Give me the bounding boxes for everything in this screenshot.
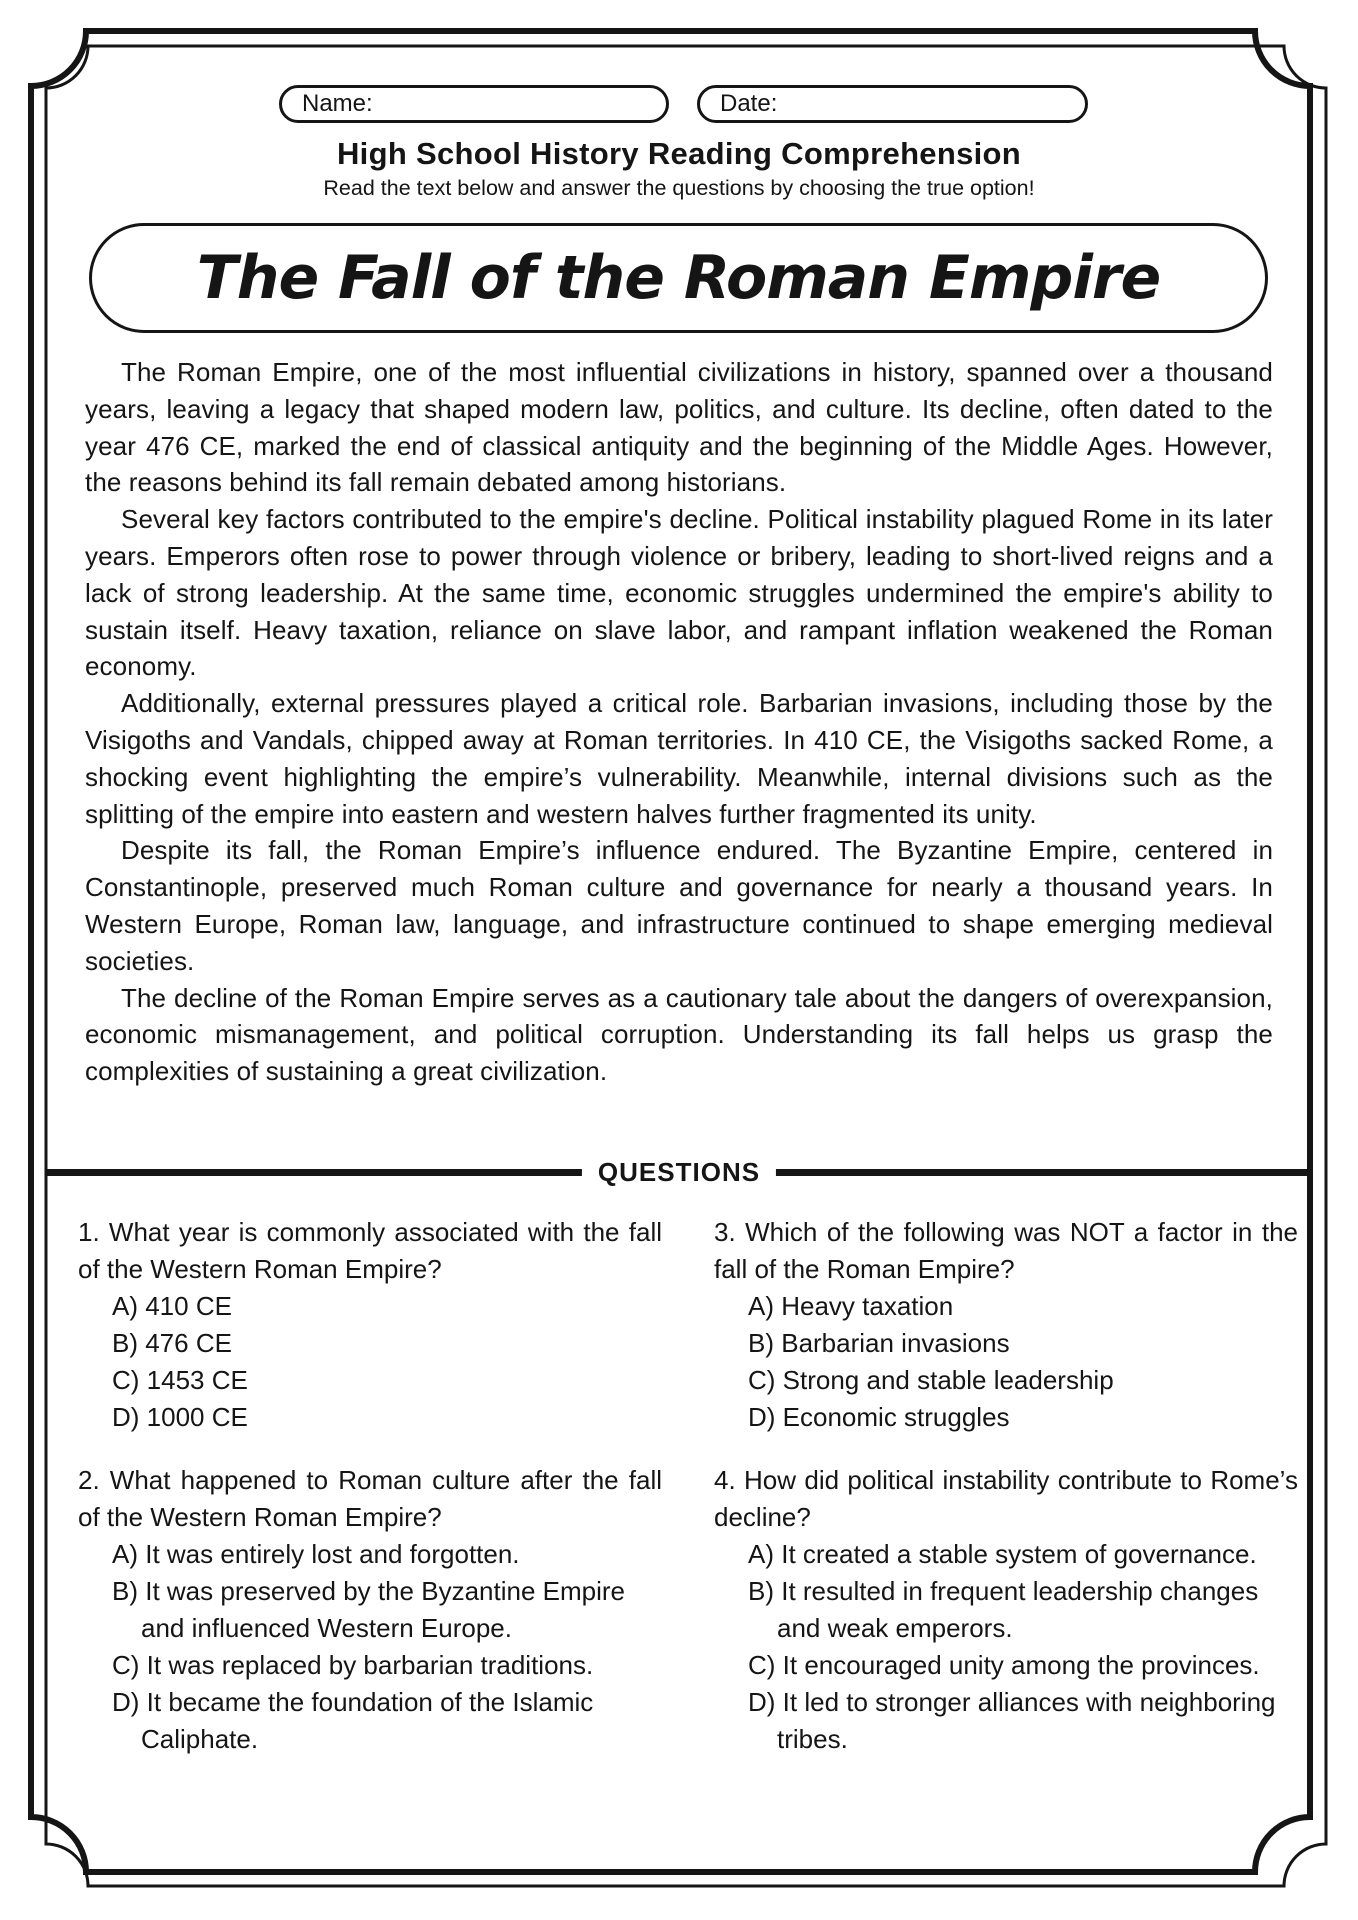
question-option[interactable]: A) Heavy taxation [748,1291,954,1321]
question-block [714,1214,1298,1436]
question-block [78,1214,662,1436]
question-option[interactable]: B) Barbarian invasions [748,1328,1010,1358]
question-option[interactable]: B) 476 CE [112,1328,232,1358]
passage-paragraph: The decline of the Roman Empire serves as a cautionary tale about the dangers of overexpansion, economic mismanagement, and political corruption. Understanding its fall helps us grasp the complexities of sustaining a great civilization. [85,982,1273,1087]
question-text: 4. How did political instability contribute to Rome’s decline? [714,1465,1298,1532]
worksheet-instructions: Read the text below and answer the questions by choosing the true option! [323,176,1035,200]
question-option[interactable]: A) It was entirely lost and forgotten. [112,1539,520,1569]
question-option[interactable]: C) It was replaced by barbarian traditions. [112,1650,594,1680]
passage-text [85,354,1273,1090]
question-option[interactable]: D) 1000 CE [112,1402,248,1432]
date-label: Date: [720,90,778,117]
question-text: 2. What happened to Roman culture after the fall of the Western Roman Empire? [78,1465,662,1532]
question-block [78,1462,662,1758]
questions-area [78,1214,1298,1784]
name-field[interactable] [279,85,669,123]
question-option[interactable]: C) Strong and stable leadership [748,1365,1114,1395]
question-block [714,1462,1298,1758]
questions-column-left [78,1214,662,1784]
question-option[interactable]: C) 1453 CE [112,1365,248,1395]
passage-title: The Fall of the Roman Empire [196,243,1161,313]
passage-paragraph: Additionally, external pressures played a critical role. Barbarian invasions, including those by the Visigoths and Vandals, chipped away at Roman territories. In 410 CE, the Visigoths sacked Rome, a shocking event highlighting the empire’s vulnerability. Meanwhile, internal divisions such as the splitting of the empire into eastern and western halves further fragmented its unity. [85,688,1273,829]
passage-title-box [89,223,1268,333]
question-option[interactable]: A) It created a stable system of governance. [748,1539,1257,1569]
question-option[interactable]: D) Economic struggles [748,1402,1010,1432]
question-option[interactable]: C) It encouraged unity among the provinces. [748,1650,1260,1680]
name-label: Name: [302,90,373,117]
worksheet-title: High School History Reading Comprehension [336,136,1022,171]
questions-column-right [714,1214,1298,1784]
date-field[interactable] [697,85,1088,123]
question-option[interactable]: D) It became the foundation of the Islamic Caliphate. [112,1687,594,1754]
question-option[interactable]: B) It was preserved by the Byzantine Empire and influenced Western Europe. [112,1576,626,1643]
question-option[interactable]: A) 410 CE [112,1291,232,1321]
questions-heading: QUESTIONS [582,1156,776,1188]
question-option[interactable]: B) It resulted in frequent leadership changes and weak emperors. [748,1576,1259,1643]
question-text: 3. Which of the following was NOT a factor in the fall of the Roman Empire? [714,1217,1298,1284]
passage-paragraph: Several key factors contributed to the empire's decline. Political instability plagued Rome in its later years. Emperors often rose to power through violence or bribery, leading to short-lived reigns and a lack of strong leadership. At the same time, economic struggles undermined the empire's ability to sustain itself. Heavy taxation, reliance on slave labor, and rampant inflation weakened the Roman economy. [85,504,1273,682]
passage-paragraph: Despite its fall, the Roman Empire’s influence endured. The Byzantine Empire, centered in Constantinople, preserved much Roman culture and governance for nearly a thousand years. In Western Europe, Roman law, language, and infrastructure continued to shape emerging medieval societies. [85,835,1273,976]
question-text: 1. What year is commonly associated with the fall of the Western Roman Empire? [78,1217,662,1284]
question-option[interactable]: D) It led to stronger alliances with neighboring tribes. [748,1687,1276,1754]
passage-paragraph: The Roman Empire, one of the most influential civilizations in history, spanned over a thousand years, leaving a legacy that shaped modern law, politics, and culture. Its decline, often dated to the year 476 CE, marked the end of classical antiquity and the beginning of the Middle Ages. However, the reasons behind its fall remain debated among historians. [85,357,1273,498]
